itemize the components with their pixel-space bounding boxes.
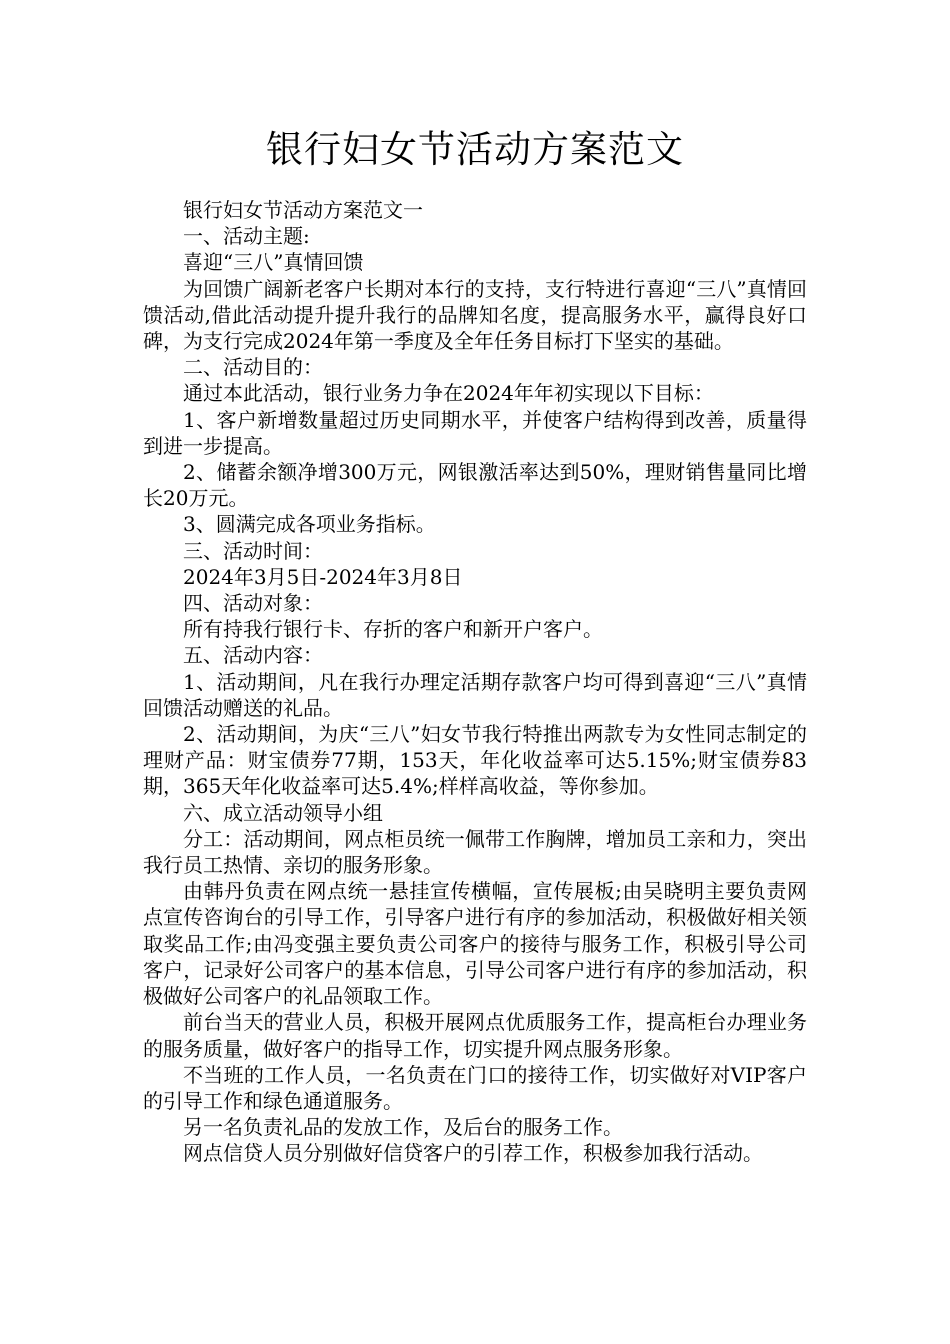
paragraph-staff-roles: 由韩丹负责在网点统一悬挂宣传横幅，宣传展板;由吴晓明主要负责网点宣传咨询台的引导工作，引导客户进行有序的参加活动，积极做好相关领取奖品工作;由冯变强主要负责公司客户的接待与服务工作，积极引导公司客户，记录好公司客户的基本信息，引导公司客户进行有序的参加活动，积极做好公司客户的礼品领取工作。	[143, 879, 807, 1009]
paragraph-section-4: 四、活动对象：	[183, 591, 323, 616]
paragraph-intro: 为回馈广阔新老客户长期对本行的支持，支行特进行喜迎“三八”真情回馈活动,借此活动提升提升我行的品牌知名度，提高服务水平，赢得良好口碑，为支行完成2024年第一季度及全年任务目标打下坚实的基础。	[143, 276, 807, 354]
paragraph-time: 2024年3月5日-2024年3月8日	[183, 564, 463, 589]
paragraph-division: 分工：活动期间，网点柜员统一佩带工作胸牌，增加员工亲和力，突出我行员工热情、亲切的服务形象。	[143, 826, 807, 878]
document-body	[143, 197, 807, 1167]
paragraph-content-2: 2、活动期间，为庆“三八”妇女节我行特推出两款专为女性同志制定的理财产品：财宝债券77期，153天，年化收益率可达5.15%;财宝债券83期，365天年化收益率可达5.4%;样样高收益，等你参加。	[143, 722, 807, 799]
paragraph-goal-2: 2、储蓄余额净增300万元，网银激活率达到50%，理财销售量同比增长20万元。	[143, 460, 807, 511]
paragraph-audience: 所有持我行银行卡、存折的客户和新开户客户。	[183, 617, 603, 642]
paragraph-front-desk: 前台当天的营业人员，积极开展网点优质服务工作，提高柜台办理业务的服务质量，做好客户的指导工作，切实提升网点服务形象。	[143, 1010, 807, 1061]
paragraph-goal-3: 3、圆满完成各项业务指标。	[183, 512, 436, 537]
paragraph-off-duty: 不当班的工作人员，一名负责在门口的接待工作，切实做好对VIP客户的引导工作和绿色通道服务。	[143, 1062, 807, 1113]
paragraph-section-5: 五、活动内容：	[183, 643, 323, 668]
paragraph-goal-intro: 通过本此活动，银行业务力争在2024年年初实现以下目标：	[183, 381, 714, 406]
paragraph-section-1: 一、活动主题:	[183, 224, 310, 249]
paragraph-section-6: 六、成立活动领导小组	[183, 800, 383, 825]
paragraph-heading: 银行妇女节活动方案范文一	[183, 198, 423, 222]
paragraph-credit-staff: 网点信贷人员分别做好信贷客户的引荐工作，积极参加我行活动。	[183, 1141, 763, 1166]
paragraph-theme: 喜迎“三八”真情回馈	[183, 250, 364, 275]
paragraph-gift-distribution: 另一名负责礼品的发放工作，及后台的服务工作。	[183, 1115, 623, 1140]
paragraph-content-1: 1、活动期间，凡在我行办理定活期存款客户均可得到喜迎“三八”真情回馈活动赠送的礼品。	[143, 669, 807, 720]
paragraph-section-2: 二、活动目的：	[183, 355, 323, 380]
document-title: 银行妇女节活动方案范文	[266, 128, 684, 171]
paragraph-section-3: 三、活动时间：	[183, 538, 323, 563]
paragraph-goal-1: 1、客户新增数量超过历史同期水平，并使客户结构得到改善，质量得到进一步提高。	[143, 407, 807, 458]
